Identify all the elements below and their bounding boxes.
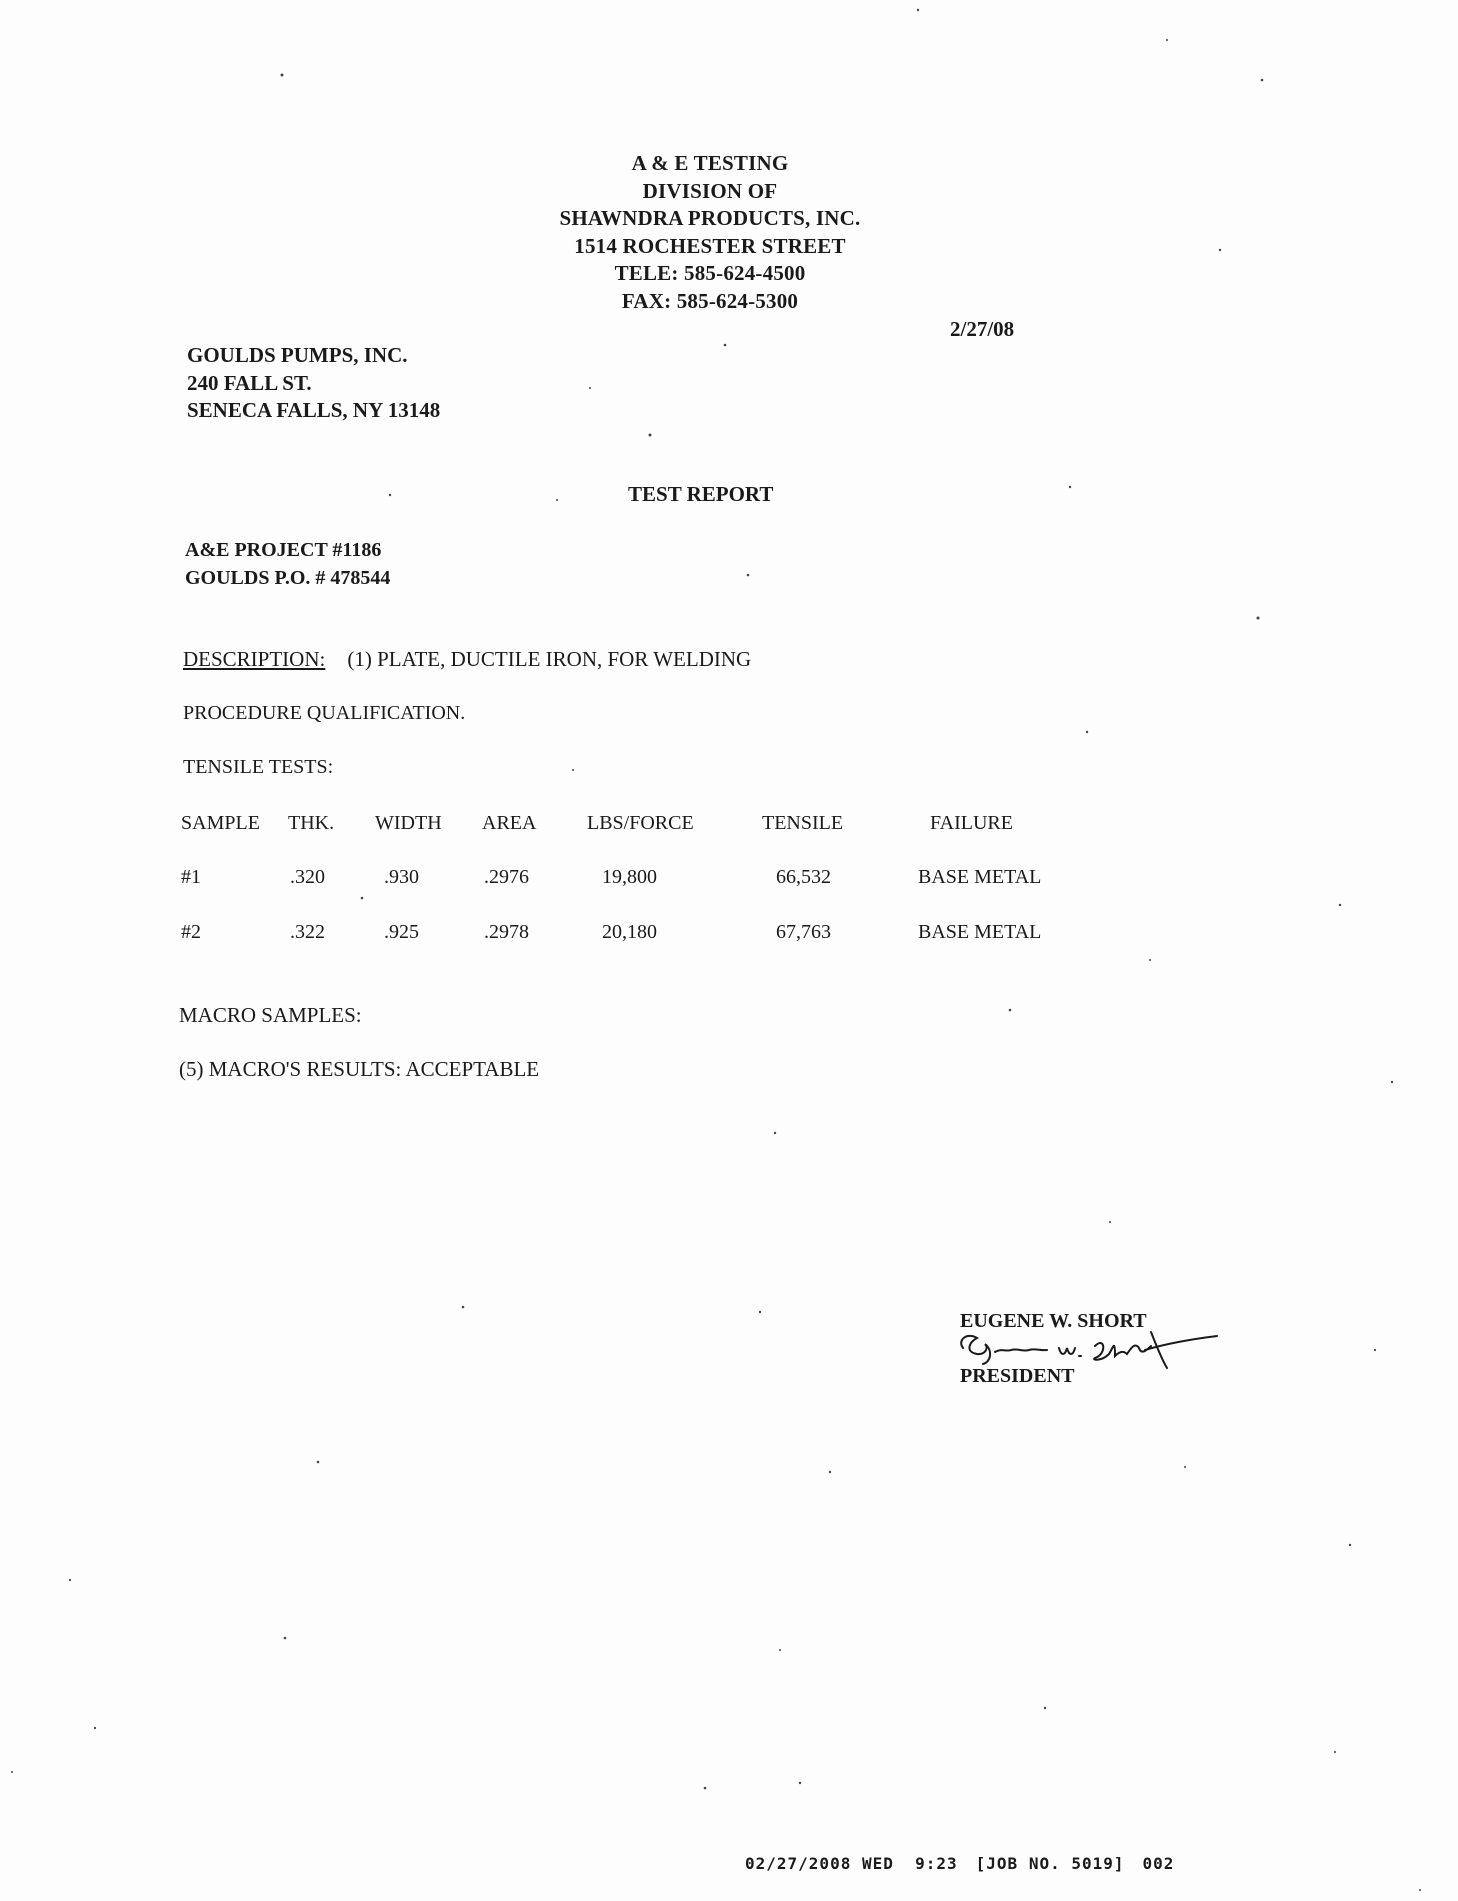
row1-thickness: .320: [290, 866, 325, 888]
project-info: [185, 537, 390, 592]
fax-transmission-footer: [745, 1854, 1174, 1873]
company-fax: FAX: 585-624-5300: [621, 288, 799, 313]
header-thickness: THK.: [288, 812, 335, 834]
project-number: A&E PROJECT #1186: [185, 539, 382, 561]
row1-lbs-force: 19,800: [602, 866, 657, 888]
recipient-street: 240 FALL ST.: [187, 370, 312, 395]
company-phone: TELE: 585-624-4500: [614, 261, 806, 285]
division-line: DIVISION OF: [642, 178, 778, 203]
parent-company: SHAWNDRA PRODUCTS, INC.: [559, 206, 861, 230]
fax-job-number: [JOB NO. 5019]: [975, 1854, 1125, 1873]
description-text: (1) PLATE, DUCTILE IRON, FOR WELDING: [347, 647, 752, 671]
row2-lbs-force: 20,180: [602, 921, 657, 943]
header-width: WIDTH: [375, 812, 442, 834]
row2-failure: BASE METAL: [918, 921, 1042, 943]
letterhead: [510, 150, 910, 315]
row2-area: .2978: [484, 921, 529, 943]
recipient-city: SENECA FALLS, NY 13148: [187, 398, 441, 422]
row1-sample: #1: [181, 866, 201, 888]
row1-tensile: 66,532: [776, 866, 831, 888]
handwritten-signature: [955, 1318, 1235, 1378]
report-date: 2/27/08: [950, 317, 1015, 341]
header-failure: FAILURE: [930, 812, 1013, 834]
row2-width: .925: [384, 921, 419, 943]
description-label: DESCRIPTION:: [183, 647, 326, 671]
header-lbs-force: LBS/FORCE: [587, 812, 694, 834]
recipient-name: GOULDS PUMPS, INC.: [187, 343, 408, 367]
fax-page-number: 002: [1142, 1854, 1175, 1873]
header-tensile: TENSILE: [762, 812, 844, 834]
description: [183, 647, 751, 672]
row2-sample: #2: [181, 921, 201, 943]
fax-datetime: 02/27/2008 WED 9:23: [745, 1854, 958, 1873]
row1-width: .930: [384, 866, 419, 888]
recipient-address: [187, 342, 440, 425]
signer-name: EUGENE W. SHORT: [960, 1310, 1147, 1332]
company-name: A & E TESTING: [631, 151, 789, 175]
macro-samples-title: MACRO SAMPLES:: [179, 1003, 362, 1027]
row1-area: .2976: [484, 866, 529, 888]
report-title: TEST REPORT: [628, 482, 774, 506]
macro-results: (5) MACRO'S RESULTS: ACCEPTABLE: [179, 1057, 540, 1081]
description-continuation: PROCEDURE QUALIFICATION.: [183, 702, 466, 724]
tensile-tests-title: TENSILE TESTS:: [183, 756, 334, 778]
row2-thickness: .322: [290, 921, 325, 943]
header-area: AREA: [482, 812, 537, 834]
header-sample: SAMPLE: [181, 812, 260, 834]
signer-title: PRESIDENT: [960, 1365, 1075, 1387]
company-street: 1514 ROCHESTER STREET: [574, 233, 846, 258]
row2-tensile: 67,763: [776, 921, 831, 943]
po-number: GOULDS P.O. # 478544: [185, 566, 391, 589]
row1-failure: BASE METAL: [918, 866, 1042, 888]
